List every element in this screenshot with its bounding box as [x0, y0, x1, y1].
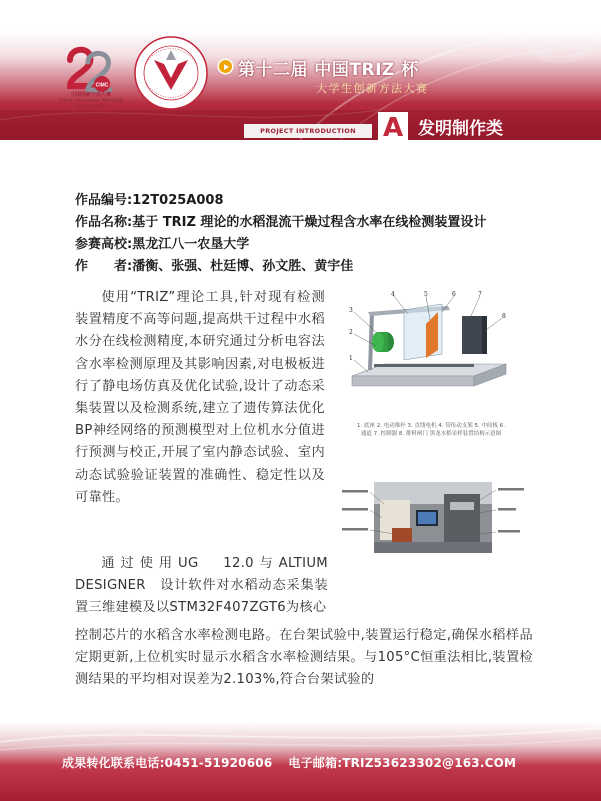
page-header [0, 0, 601, 140]
contest-subtitle: 大学生创新方法大赛 [316, 82, 429, 95]
project-meta [75, 190, 555, 278]
callout-label: 7 [478, 291, 482, 298]
callout-label: 1 [349, 355, 353, 362]
project-id: 作品编号:12T025A008 [75, 193, 224, 208]
callout-label: 5 [424, 291, 428, 298]
email-address[interactable]: TRIZ53623302@163.COM [342, 756, 517, 770]
callout-label: 6 [452, 291, 456, 298]
project-school: 参赛高校:黑龙江八一农垦大学 [75, 237, 250, 252]
callout-label: 3 [349, 307, 353, 314]
callout-label: 4 [391, 291, 395, 298]
page-footer [0, 722, 601, 801]
project-authors: 作 者:潘衡、张强、杜廷博、孙文胜、黄宇佳 [75, 259, 354, 274]
phone-label: 成果转化联系电话: [62, 756, 165, 770]
lab-test-photo [340, 480, 526, 555]
body-paragraph-3: 控制芯片的水稻含水率检测电路。在台架试验中,装置运行稳定,确保水稻样品定期更新,上位机实时显示水稻含水率检测结果。与105°C恒重法相比,装置检测结果的平均相对误差为2.103%,符合台架试验的 [75, 628, 533, 688]
category-letter-badge: A [378, 112, 408, 140]
project-name: 作品名称:基于 TRIZ 理论的水稻混流干燥过程含水率在线检测装置设计 [75, 215, 487, 230]
device-schematic-figure [338, 290, 518, 410]
body-paragraph-2: 通过使用UG 12.0与ALTIUM DESIGNER 设计软件对水稻动态采集装置三维建模及以STM32F407ZGT6为核心 [75, 556, 342, 616]
cimc-logo-caption [54, 92, 128, 110]
play-icon [219, 60, 232, 73]
category-label: 发明制作类 [418, 119, 503, 139]
innovation-method-emblem-logo [132, 34, 210, 112]
cimc-caption-en: China Innovation Methods Competition [58, 98, 124, 110]
project-introduction-tag: PROJECT INTRODUCTION [244, 124, 372, 138]
footer-contact [62, 754, 516, 771]
cimc-caption-cn: 中国创新方法大赛 [70, 92, 111, 98]
callout-label: 8 [502, 313, 506, 320]
contest-title: 第十二届 中国TRIZ 杯 [238, 60, 419, 80]
body-paragraph-1: 使用“TRIZ”理论工具,针对现有检测装置精度不高等问题,提高烘干过程中水稻水分在线检测精度,本研究通过分析电容法含水率检测原理及其影响因素,对电极板进行了静电场仿真及优化试验,设计了动态采集装置以及检测系统,建立了遗传算法优化BP神经网络的预测模型对上位机水分值进行预测与校正,开展了室内静态试验、室内动态试验验证装置的准确性、稳定性以及可靠性。 [75, 290, 325, 505]
callout-label: 2 [349, 329, 353, 336]
email-label: 电子邮箱: [288, 756, 343, 770]
svg-text:CIMC: CIMC [95, 82, 109, 89]
device-schematic-caption: 1. 底座 2. 电动推杆 3. 直线电机 4. 带传动支架 5. 中间板 6. 通道 7. 控制器 8. 排料闸门 黑龙水稻采样装置结构示意图 [357, 423, 505, 437]
phone-number[interactable]: 0451-51920606 [164, 756, 273, 770]
